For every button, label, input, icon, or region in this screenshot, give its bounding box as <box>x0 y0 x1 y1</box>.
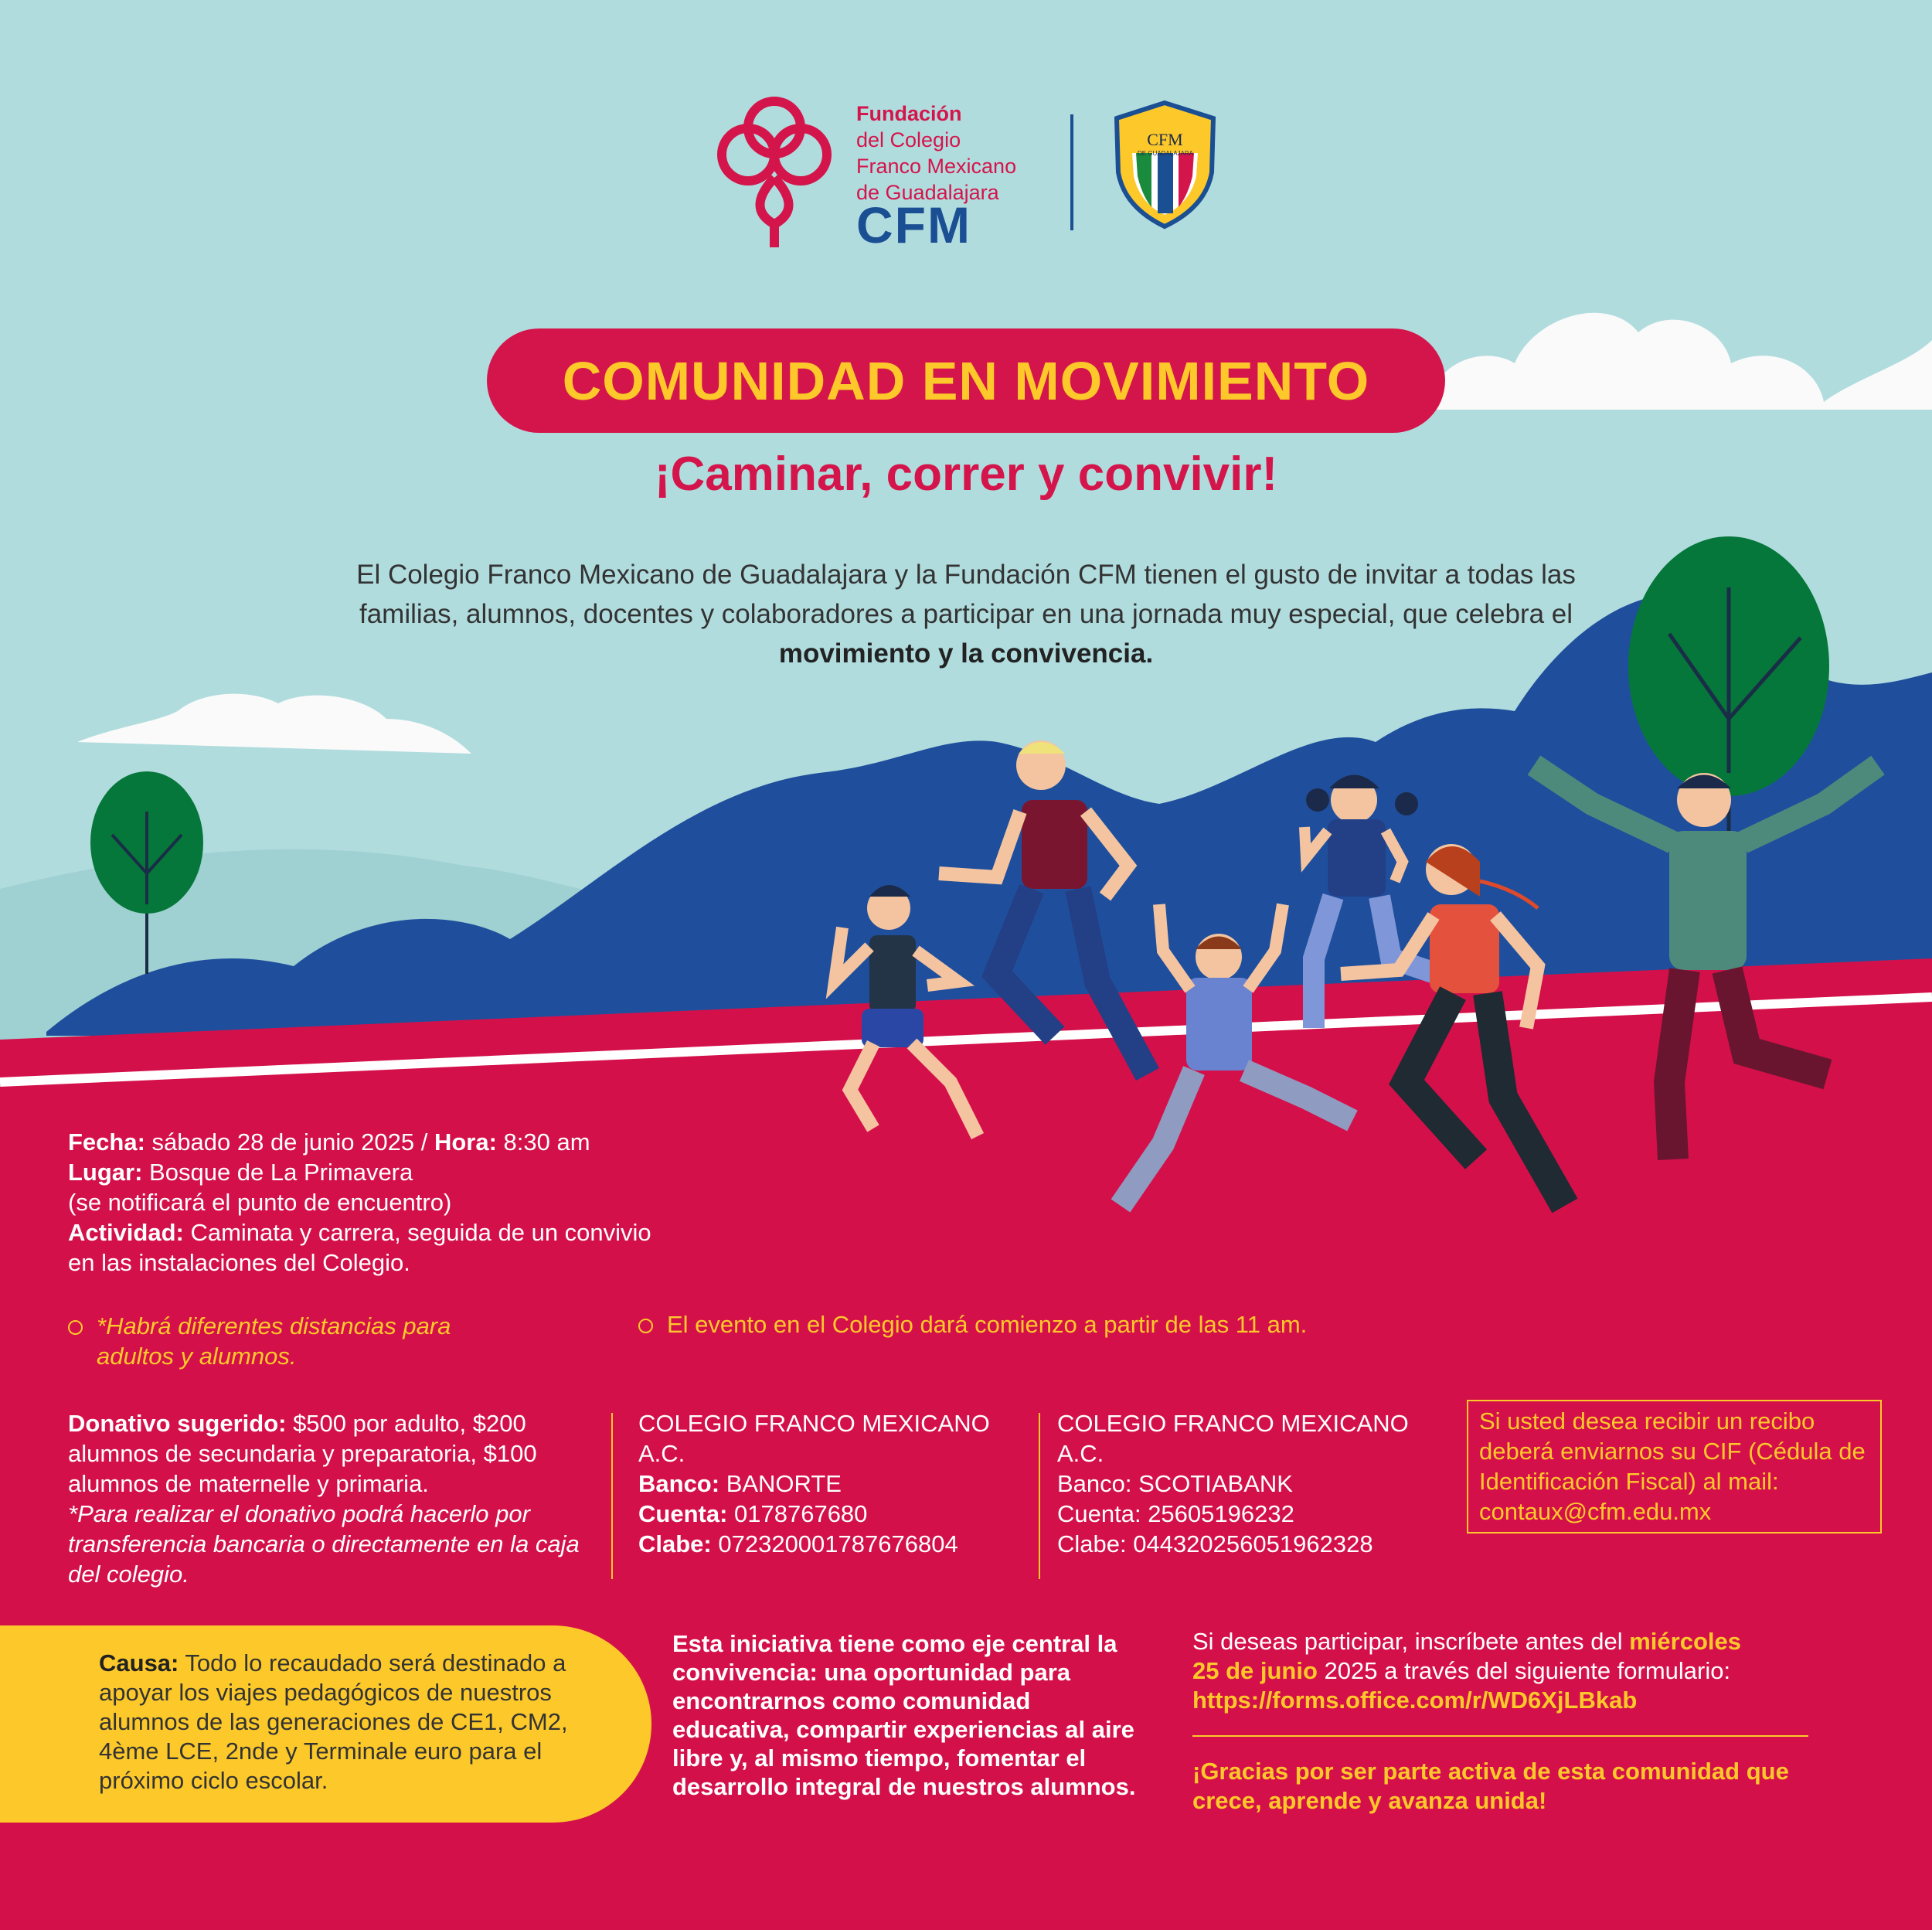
bank1-account-label: Cuenta: <box>638 1500 728 1527</box>
event-details <box>68 1127 655 1278</box>
date-label: Fecha: <box>68 1128 145 1156</box>
foundation-line4: de Guadalajara <box>856 181 999 204</box>
bullet-icon <box>638 1319 653 1333</box>
bank1-clabe-row <box>638 1529 1040 1559</box>
place-note: (se notificará el punto de encuentro) <box>68 1189 452 1216</box>
divider-2 <box>1039 1413 1040 1579</box>
crest-acronym: CFM <box>1147 130 1183 149</box>
foundation-name <box>856 100 1016 206</box>
foundation-line1: Fundación <box>856 102 962 125</box>
receipt-box: Si usted desea recibir un recibo deberá enviarnos su CIF (Cédula de Identificación Fiscal) al mail: contaux@cfm.edu.mx <box>1467 1400 1882 1533</box>
place-label: Lugar: <box>68 1159 143 1186</box>
cloud-left <box>77 694 471 754</box>
bank1-account-row <box>638 1499 1040 1529</box>
activity-value: Caminata y carrera, seguida de un convivio en las instalaciones del Colegio. <box>68 1219 651 1276</box>
registration-deadline-a: miércoles <box>1629 1628 1741 1655</box>
event-subtitle: ¡Caminar, correr y convivir! <box>654 448 1278 501</box>
note-distances <box>68 1311 501 1371</box>
registration-divider <box>1192 1735 1808 1737</box>
registration-deadline-b: 25 de junio <box>1192 1657 1318 1684</box>
event-title: COMUNIDAD EN MOVIMIENTO <box>487 328 1445 433</box>
bank-banorte <box>638 1408 1040 1559</box>
donation-note: *Para realizar el donativo podrá hacerlo por transferencia bancaria o directamente en la caja del colegio. <box>68 1500 580 1588</box>
thanks-message: ¡Gracias por ser parte activa de esta comunidad que crece, aprende y avanza unida! <box>1192 1758 1789 1814</box>
registration-text2: 2025 a través del siguiente formulario: <box>1317 1657 1731 1684</box>
foundation-line3: Franco Mexicano <box>856 155 1017 178</box>
bank-scotiabank <box>1057 1408 1459 1559</box>
crest-ribbon: DE GUADALAJARA <box>1137 150 1194 157</box>
intro-text: El Colegio Franco Mexicano de Guadalajara y la Fundación CFM tienen el gusto de invitar a todas las familias, alumnos, docentes y colaboradores a participar en una jornada muy especial, que celebra el <box>356 560 1576 629</box>
foundation-line2: del Colegio <box>856 128 961 151</box>
bank2-account: Cuenta: 25605196232 <box>1057 1500 1294 1527</box>
bank1-bank-label: Banco: <box>638 1470 720 1497</box>
activity-label: Actividad: <box>68 1219 184 1246</box>
bank1-clabe-label: Clabe: <box>638 1530 712 1557</box>
bank2-bank: Banco: SCOTIABANK <box>1057 1470 1293 1497</box>
note-event-start <box>638 1309 1411 1339</box>
note-distances-text: *Habrá diferentes distancias para adultos y alumnos. <box>97 1312 451 1370</box>
divider-1 <box>611 1413 613 1579</box>
bank1-name: COLEGIO FRANCO MEXICANO A.C. <box>638 1410 990 1467</box>
intro-paragraph <box>355 555 1577 673</box>
bank2-name: COLEGIO FRANCO MEXICANO A.C. <box>1057 1410 1409 1467</box>
bank1-clabe-value: 072320001787676804 <box>711 1530 958 1557</box>
cloud-right <box>1430 313 1932 410</box>
cause-text <box>99 1649 624 1796</box>
donation-block <box>68 1408 609 1589</box>
header-divider <box>1070 114 1073 230</box>
date-row <box>68 1127 655 1157</box>
school-crest-icon <box>1113 99 1217 230</box>
date-value: sábado 28 de junio 2025 / <box>145 1128 434 1156</box>
time-label: Hora: <box>434 1128 497 1156</box>
cause-label: Causa: <box>99 1649 179 1676</box>
foundation-logo-icon <box>715 93 835 251</box>
registration-link[interactable]: https://forms.office.com/r/WD6XjLBkab <box>1192 1687 1638 1714</box>
registration-info <box>1192 1627 1826 1715</box>
bank1-bank-value: BANORTE <box>719 1470 842 1497</box>
activity-row <box>68 1217 655 1278</box>
cause-value: Todo lo recaudado será destinado a apoyar los viajes pedagógicos de nuestros alumnos de las generaciones de CE1, CM2, 4ème LCE, 2nde y Terminale euro para el próximo ciclo escolar. <box>99 1649 568 1794</box>
note-event-start-text: El evento en el Colegio dará comienzo a partir de las 11 am. <box>667 1311 1308 1338</box>
bank1-bank-row <box>638 1469 1040 1499</box>
donation-label: Donativo sugerido: <box>68 1410 287 1437</box>
bank1-account-value: 0178767680 <box>727 1500 868 1527</box>
donation-value: $500 por adulto, $200 alumnos de secundaria y preparatoria, $100 alumnos de maternelle y primaria. <box>68 1410 537 1497</box>
time-value: 8:30 am <box>496 1128 590 1156</box>
place-value: Bosque de La Primavera <box>142 1159 413 1186</box>
central-statement: Esta iniciativa tiene como eje central la convivencia: una oportunidad para encontrarnos como comunidad educativa, compartir experiencias al aire libre y, al mismo tiempo, fomentar el desarrollo integral de nuestros alumnos. <box>672 1630 1136 1800</box>
foundation-acronym: CFM <box>856 196 971 254</box>
bank2-clabe: Clabe: 044320256051962328 <box>1057 1530 1373 1557</box>
intro-bold: movimiento y la convivencia. <box>778 638 1154 669</box>
donation-main <box>68 1408 609 1499</box>
registration-text1: Si deseas participar, inscríbete antes del <box>1192 1628 1630 1655</box>
place-row <box>68 1157 655 1187</box>
bullet-icon <box>68 1320 83 1335</box>
